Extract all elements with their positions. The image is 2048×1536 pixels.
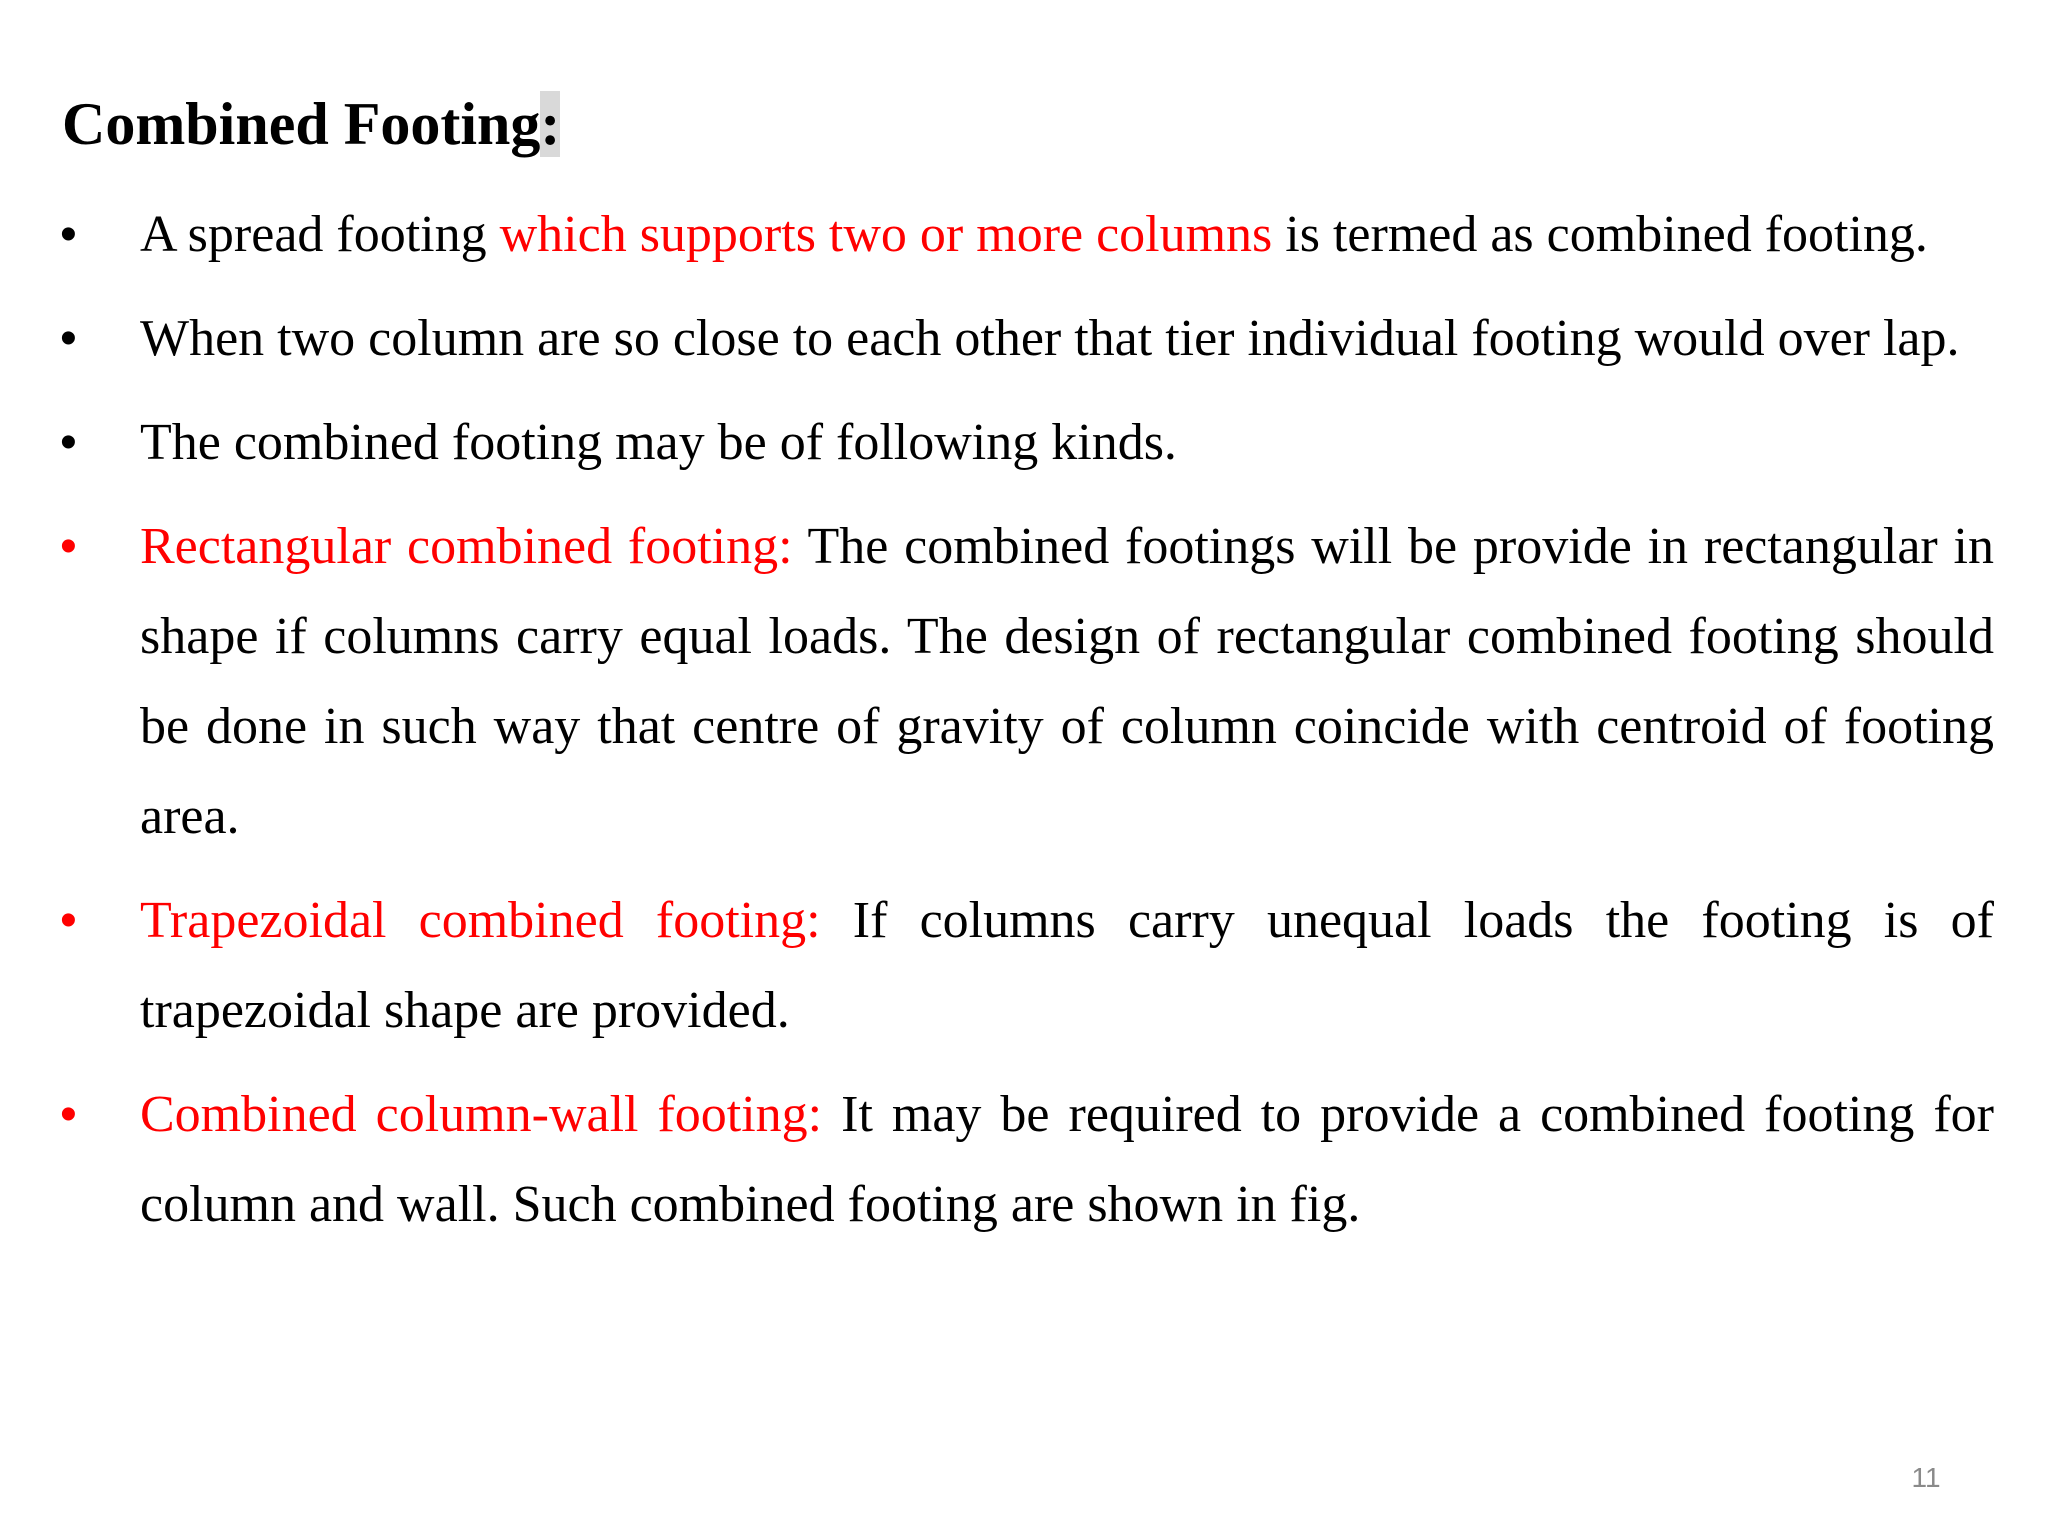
bullet-item <box>0 398 2048 488</box>
page-number: 11 <box>1911 1462 1941 1493</box>
bullet-body: It may be required to provide a combined footing for column and wall. Such combined footing are shown in fig. <box>140 1086 1994 1233</box>
bullet-highlight: which supports two or more columns <box>499 206 1273 263</box>
bullet-dot-icon: • <box>60 520 77 573</box>
bullet-dot-icon: • <box>60 894 77 947</box>
bullet-label: Combined column-wall footing: <box>140 1086 823 1143</box>
bullet-dot-icon: • <box>60 416 77 469</box>
bullet-text <box>140 1070 1994 1250</box>
bullet-text-after: is termed as combined footing. <box>1272 206 1928 263</box>
bullet-dot-icon: • <box>60 312 77 365</box>
bullet-item <box>0 876 2048 1056</box>
bullet-text: The combined footing may be of following kinds. <box>140 414 1177 471</box>
bullet-item <box>0 294 2048 384</box>
bullet-label: Trapezoidal combined footing: <box>140 892 821 949</box>
bullet-label: Rectangular combined footing: <box>140 518 793 575</box>
bullet-text-before: A spread footing <box>140 206 500 263</box>
bullet-dot-icon: • <box>60 208 77 261</box>
bullet-text <box>140 876 1994 1056</box>
bullet-body: If columns carry unequal loads the footing is of trapezoidal shape are provided. <box>140 892 1994 1039</box>
slide-title <box>62 84 560 164</box>
bullet-text: When two column are so close to each other that tier individual footing would over lap. <box>140 310 1960 367</box>
title-text: Combined Footing <box>62 91 541 157</box>
bullet-text <box>140 502 1994 862</box>
bullet-dot-icon: • <box>60 1088 77 1141</box>
bullet-item <box>0 502 2048 862</box>
bullet-item <box>0 190 2048 280</box>
bullet-item <box>0 1070 2048 1250</box>
bullet-body: The combined footings will be provide in rectangular in shape if columns carry equal loads. The design of rectangular combined footing should be done in such way that centre of gravity of column coincide with centroid of footing area. <box>140 518 1995 845</box>
title-colon: : <box>540 91 561 157</box>
bullet-text <box>140 190 1994 280</box>
bullet-list <box>0 190 2048 1264</box>
